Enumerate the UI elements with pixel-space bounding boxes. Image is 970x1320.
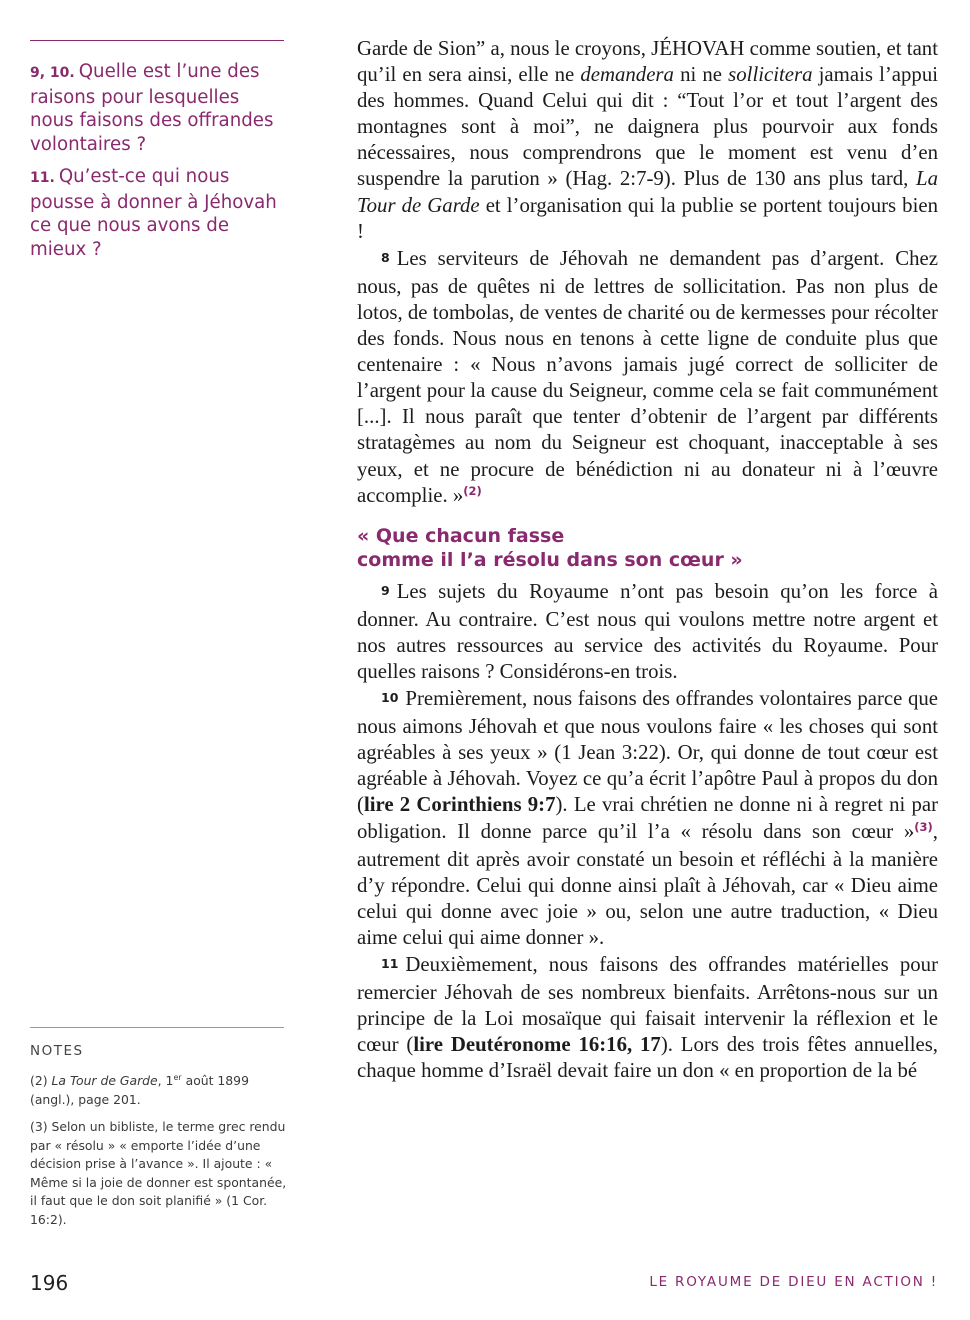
paragraph-number: 11 [381,956,399,971]
question-text: Quelle est l’une des raisons pour lesquelles nous faisons des offrandes volontaires ? [30,61,274,155]
questions-divider [30,40,284,41]
paragraph-number: 9 [381,582,390,598]
article-body [357,36,938,1085]
question-number: 11. [30,170,55,186]
question-text: Qu’est-ce qui nous pousse à donner à Jéhovah ce que nous avons de mieux ? [30,166,277,260]
footnote-ref-3[interactable]: (3) [914,819,933,834]
question-9-10 [30,60,288,156]
running-title: LE ROYAUME DE DIEU EN ACTION ! [649,1274,938,1290]
footnotes [30,1043,288,1238]
question-number: 9, 10. [30,65,75,81]
question-11 [30,165,288,261]
page-number: 196 [30,1271,69,1295]
paragraph-11: 11 Deuxièmement, nous faisons des offrandes matérielles pour remercier Jéhovah de ses nombreux bienfaits. Arrêtons-nous sur un principe de la Loi mosaïque qui faisait intervenir la réflexion et le cœur (lire Deutéronome 16:16, 17). Lors des trois fêtes annuelles, chaque homme d’Israël devait faire un don « en proportion de la bé [357,953,938,1083]
paragraph-10: 10 Premièrement, nous faisons des offrandes volontaires parce que nous aimons Jéhovah et que nous voulons faire « les choses qui sont agréables à ses yeux » (1 Jean 3:22). Or, qui donne de tout cœur est agréable à Jéhovah. Voyez ce qu’a écrit l’apôtre Paul à propos du don (lire 2 Corinthiens 9:7). Le vrai chrétien ne donne ni à regret ni par obligation. Il donne parce qu’il l’a « résolu dans son cœur »$^{(3)}$, autrement dit après avoir constaté un besoin et réfléchi à la manière d’y répondre. Celui qui donne ainsi plaît à Jéhovah, car « Dieu aime celui qui donne avec joie » ou, selon une autre traduction, « Dieu aime celui qui aime donner ». [357,687,939,949]
paragraph-9: 9 Les sujets du Royaume n’ont pas besoin qu’on les force à donner. Au contraire. C’est nous qui voulons mettre notre argent et nos autres ressources au service des activités du Royaume. Pour quelles raisons ? Considérons-en trois. [357,579,938,683]
footnote-2: (2) La Tour de Garde, 1er août 1899 (angl.), page 201. [30,1073,249,1107]
scripture-reference[interactable]: lire Deutéronome 16:16, 17 [413,1033,661,1057]
footnote-3: (3) Selon un bibliste, le terme grec rendu par « résolu » « emporte l’idée d’une décision prise à l’avance ». Il ajoute : « Même si la joie de donner est spontanée, il faut que le don soit planifié » (1 Cor. 16:2). [30,1119,287,1227]
paragraph-number: 8 [381,249,390,265]
scripture-reference[interactable]: lire 2 Corinthiens 9:7 [363,793,556,817]
paragraph-number: 10 [381,690,399,706]
paragraph-8: 8 Les serviteurs de Jéhovah ne demandent pas d’argent. Chez nous, pas de quêtes ni de lettres de sollicitation. Pas non plus de lotos, de tombolas, de ventes de charité ou de kermesses pour récolter des fonds. Nous nous en tenons à cette ligne de conduite plus que centenaire : « Nous n’avons jamais jugé correct de solliciter de l’argent pour la cause du Seigneur, comme cela se fait communément [...]. Il nous paraît que tenter d’obtenir de l’argent par différents stratagèmes au nom du Seigneur est choquant, inacceptable à ses yeux, et ne procure de bénédiction ni au donateur ni à l’œuvre accomplie. »$^{(2)}$ [357,246,938,507]
footnote-ref-2[interactable]: (2) [463,483,482,498]
study-questions [30,60,288,270]
section-heading: « Que chacun fasse comme il l’a résolu dans son cœur » [357,524,743,571]
paragraph-intro: Garde de Sion” a, nous le croyons, JÉHOVAH comme soutien, et tant qu’il en sera ainsi, elle ne demandera ni ne sollicitera jamais l’appui des hommes. Quand Celui qui dit : “Tout l’or et tout l’argent des montagnes sont à moi”, ne daignera plus pourvoir aux fonds nécessaires, nous comprendrons que le moment est venu d’en suspendre la parution » (Hag. 2:7-9). Plus de 130 ans plus tard, La Tour de Garde et l’organisation qui la publie se portent toujours bien ! [357,37,938,243]
notes-title: NOTES [30,1043,84,1059]
notes-divider [30,1027,284,1028]
